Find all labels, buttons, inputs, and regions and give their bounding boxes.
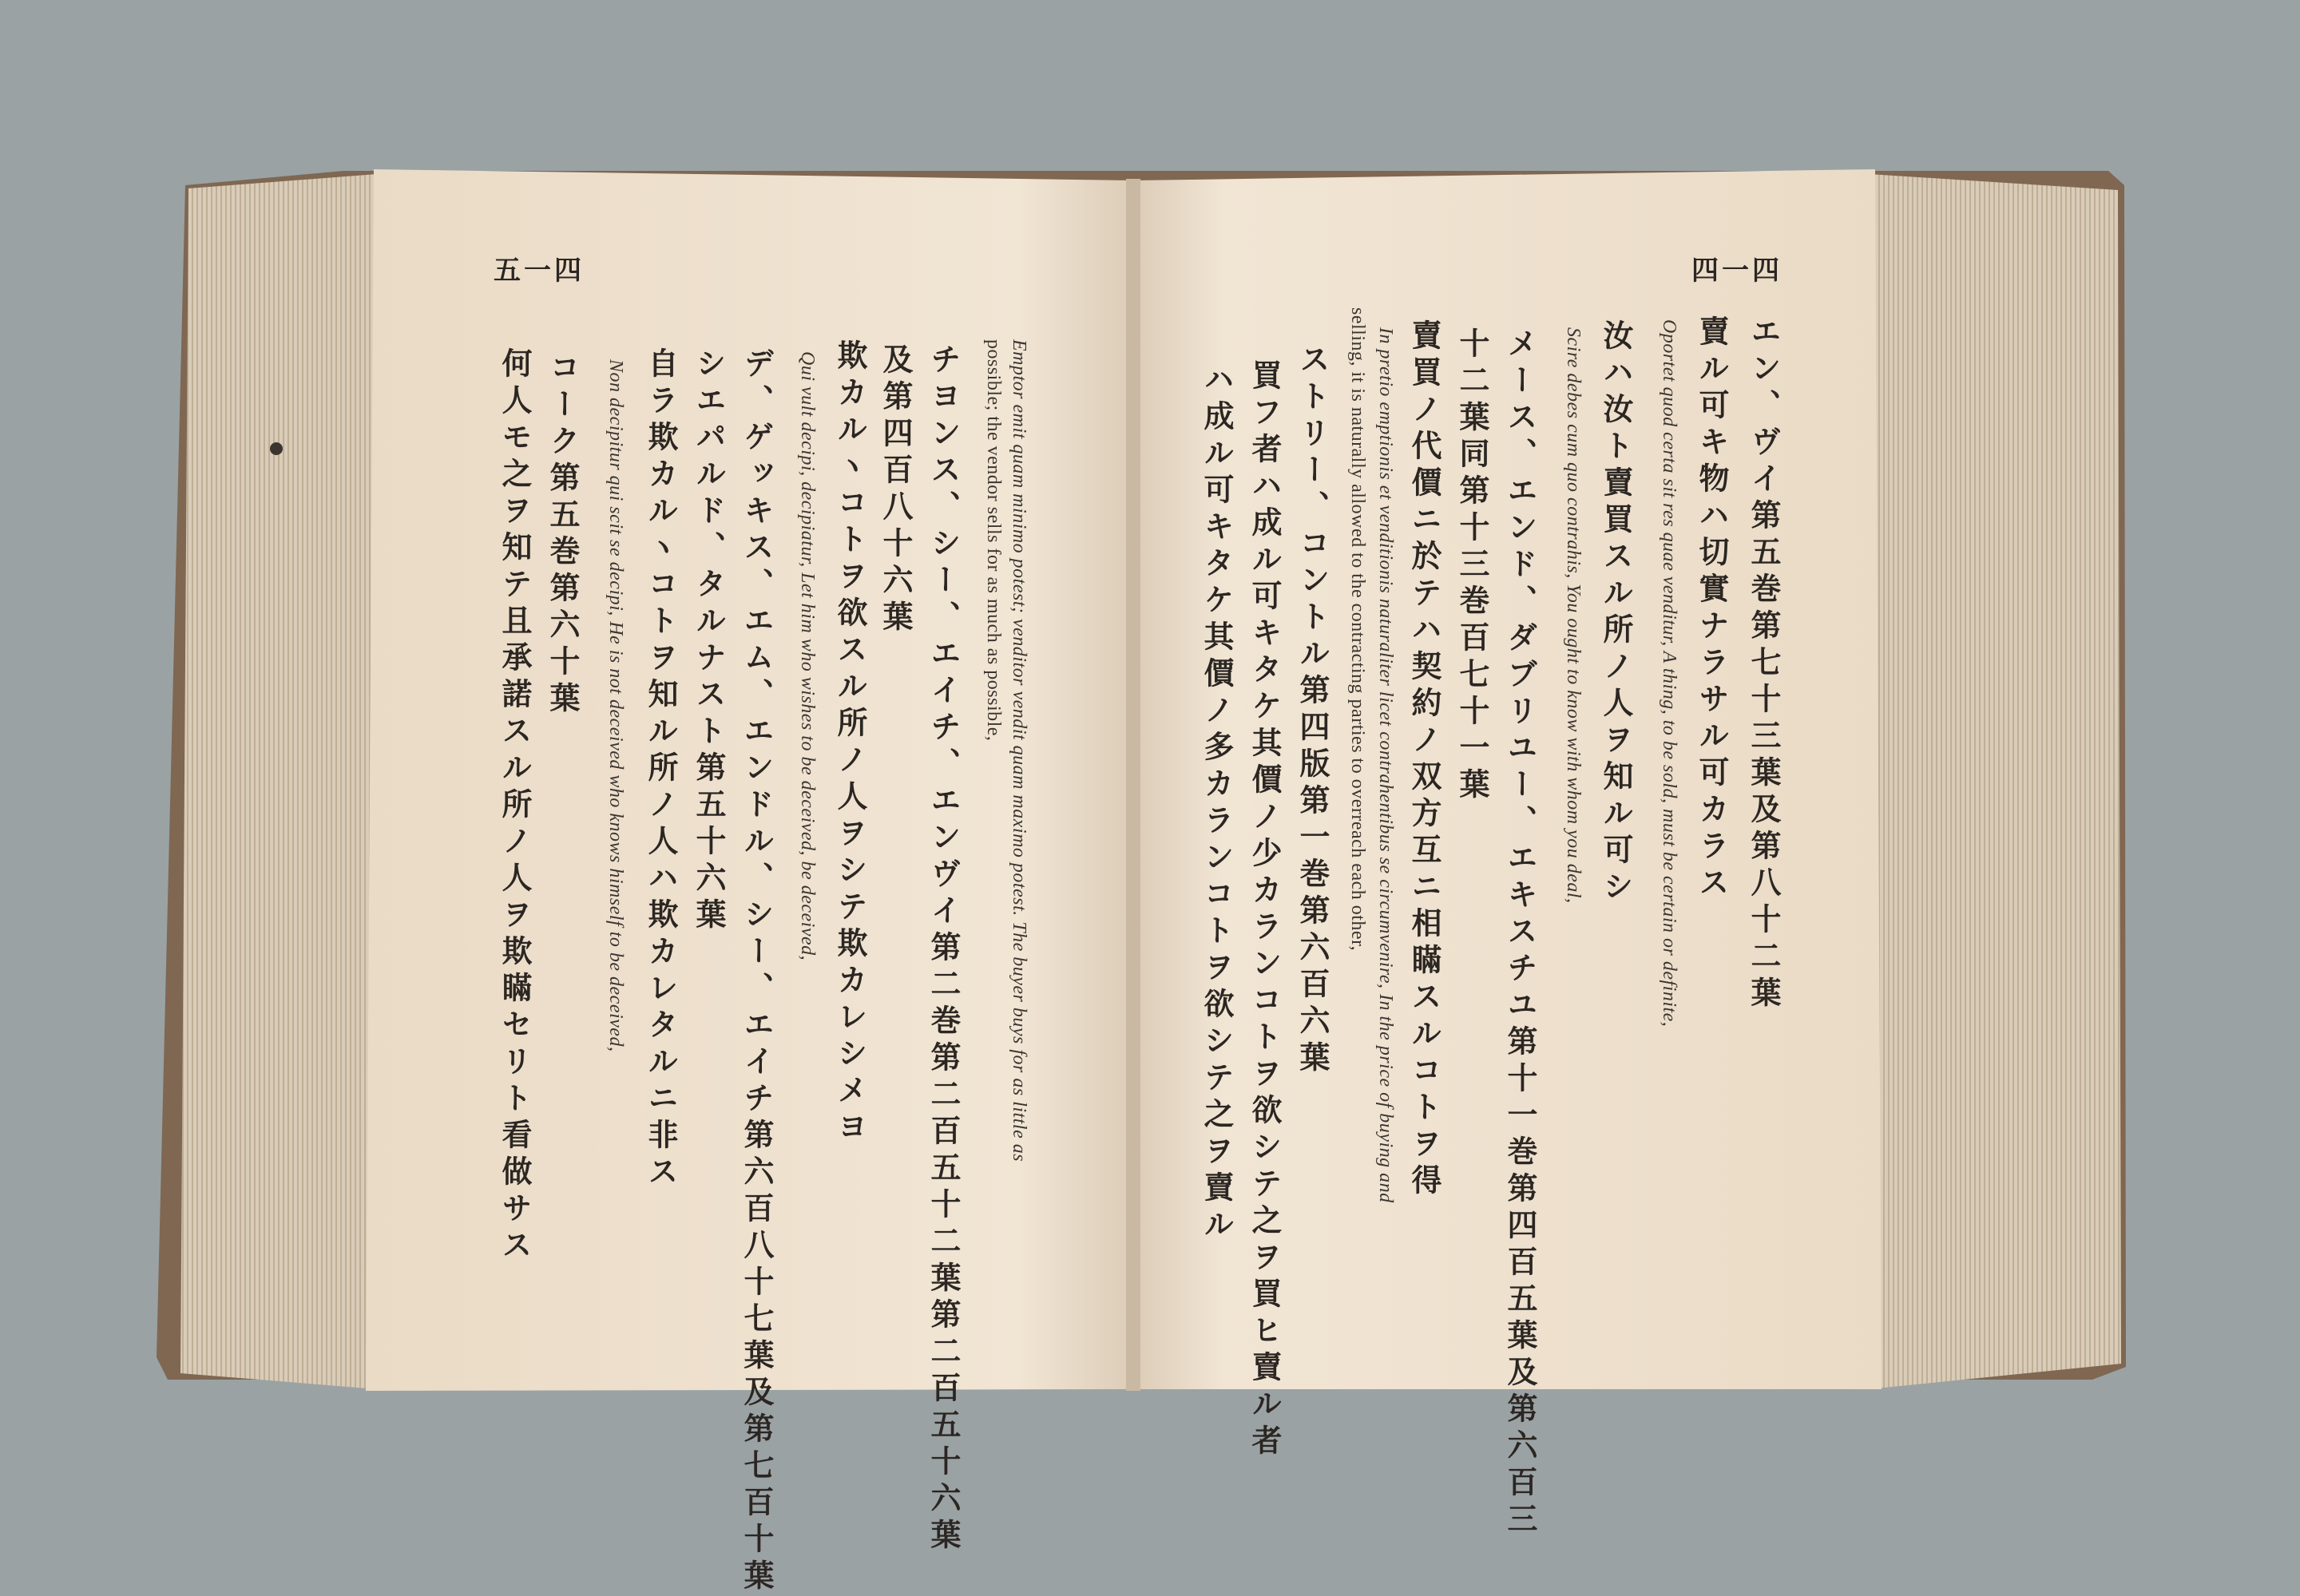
right-page-edges	[1869, 174, 2121, 1389]
text-column: 欺カルヽコトヲ欲スル所ノ人ヲシテ欺カレシメヨ	[832, 339, 868, 1147]
text-column: possible; the vendor sells for as much as possible,	[983, 339, 1004, 742]
text-column: 十二葉同第十三巻百七十一葉	[1454, 327, 1490, 805]
right-page-number: 四一四	[1691, 255, 1782, 287]
text-column: 賣ル可キ物ハ切實ナラサル可カラス	[1694, 315, 1730, 903]
text-column: 及第四百八十六葉	[878, 343, 914, 637]
text-column: メース、エンド、ダブリユー、エキスチユ第十一巻第四百五葉及第六百三	[1502, 327, 1538, 1539]
left-page	[374, 172, 1132, 1596]
text-column: チヨンス、シー、エイチ、エンヴイ第二巻第二百五十二葉第二百五十六葉	[926, 343, 962, 1555]
left-page-number: 五一四	[494, 255, 585, 287]
left-page-edges	[180, 174, 377, 1389]
punch-hole	[270, 442, 283, 455]
text-column: selling, it is naturally allowed to the contracting parties to overreach each other,	[1347, 307, 1368, 952]
text-column: 自ラ欺カルヽコトヲ知ル所ノ人ハ欺カレタルニ非ス	[643, 347, 679, 1192]
text-column: Non decipitur qui scit se decipi, He is not deceived who knows himself to be deceived,	[605, 359, 626, 1052]
right-page	[1136, 172, 1878, 1539]
text-column: 何人モ之ヲ知テ且承諾スル所ノ人ヲ欺瞞セリト看做サス	[497, 347, 533, 1265]
text-column: シエパルド、タルナスト第五十六葉	[691, 347, 727, 935]
text-column: エン、ヴイ第五巻第七十三葉及第八十二葉	[1746, 315, 1782, 1013]
text-column: Qui vult decipi, decipiatur, Let him who wishes to be deceived, be deceived,	[797, 351, 818, 961]
text-column: Oportet quod certa sit res quae venditur, A thing, to be sold, must be certain or definite,	[1659, 319, 1679, 1028]
text-column: 賣買ノ代價ニ於テハ契約ノ双方互ニ相瞞スルコトヲ得	[1406, 319, 1442, 1201]
text-column: コーク第五巻第六十葉	[545, 351, 581, 719]
text-column: デ、ゲッキス、エム、エンドル、シー、エイチ第六百八十七葉及第七百十葉	[739, 347, 775, 1596]
text-column: In pretio emptionis et venditionis naturaliter licet contrahentibus se circumvenire, In the price of buying and	[1375, 327, 1396, 1203]
text-column: Emptor emit quam minimo potest; venditor vendit quam maximo potest. The buyer buys for as little as	[1009, 339, 1029, 1162]
text-column: ストリー、コントル第四版第一巻第六百六葉	[1295, 343, 1330, 1078]
text-column: 買フ者ハ成ル可キタケ其價ノ少カランコトヲ欲シテ之ヲ買ヒ賣ル者	[1247, 359, 1283, 1461]
text-column: Scire debes cum quo contrahis, You ought to know with whom you deal,	[1563, 327, 1584, 904]
text-column: ハ成ル可キタケ其價ノ多カランコトヲ欲シテ之ヲ賣ル	[1199, 363, 1235, 1245]
text-column: 汝ハ汝ト賣買スル所ノ人ヲ知ル可シ	[1598, 319, 1634, 907]
